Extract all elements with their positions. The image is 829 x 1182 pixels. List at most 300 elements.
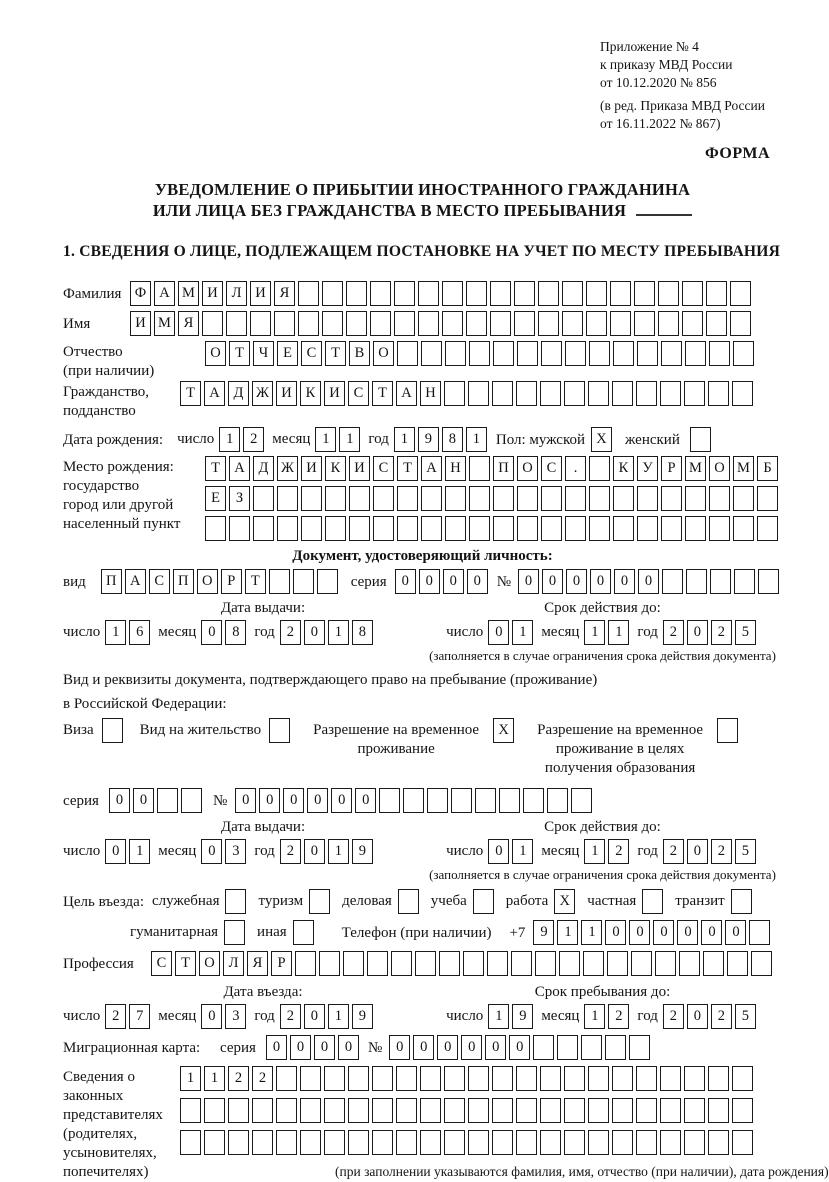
name-cell[interactable] (322, 311, 343, 336)
stay-day-cell[interactable]: 9 (512, 1004, 533, 1029)
birth-year-cell[interactable]: 1 (394, 427, 415, 452)
representatives-field-row1-cell[interactable] (636, 1066, 657, 1091)
rd-series-cell[interactable]: 0 (109, 788, 130, 813)
citizenship-cell[interactable] (708, 381, 729, 406)
birthplace-field-row2-cell[interactable] (373, 486, 394, 511)
birthplace-field-row3-cell[interactable] (421, 516, 442, 541)
rd-number-cell[interactable] (547, 788, 568, 813)
id-issue-year-cell[interactable]: 1 (328, 620, 349, 645)
citizenship-cell[interactable]: И (276, 381, 297, 406)
purpose-other-cell[interactable] (293, 920, 314, 945)
purpose-work-cell[interactable]: X (554, 889, 575, 914)
citizenship-cell[interactable]: Д (228, 381, 249, 406)
birthplace-field-row1-cell[interactable]: К (325, 456, 346, 481)
purpose-study-cell[interactable] (473, 889, 494, 914)
birthplace-field-row1-cell[interactable]: Ж (277, 456, 298, 481)
representatives-field-row1-cell[interactable] (324, 1066, 345, 1091)
representatives-field-row2-cell[interactable] (708, 1098, 729, 1123)
rvp-edu-cell[interactable] (717, 718, 738, 743)
profession-cell[interactable] (631, 951, 652, 976)
rd-number-cell[interactable]: 0 (259, 788, 280, 813)
representatives-field-row3-cell[interactable] (252, 1130, 273, 1155)
mk-number-cell[interactable]: 0 (461, 1035, 482, 1060)
patronymic-cell[interactable]: Ч (253, 341, 274, 366)
surname-cell[interactable] (610, 281, 631, 306)
name-cell[interactable] (538, 311, 559, 336)
rd-number-cell[interactable]: 0 (283, 788, 304, 813)
profession-cell[interactable]: С (151, 951, 172, 976)
name-cell[interactable] (466, 311, 487, 336)
birthplace-field-row1-cell[interactable]: М (685, 456, 706, 481)
representatives-field-row3-cell[interactable] (324, 1130, 345, 1155)
representatives-field-row3-cell[interactable] (636, 1130, 657, 1155)
patronymic-cell[interactable]: С (301, 341, 322, 366)
representatives-field-row2-cell[interactable] (516, 1098, 537, 1123)
birthplace-field-row3-cell[interactable] (373, 516, 394, 541)
rd-valid-month-cell[interactable]: 1 (584, 839, 605, 864)
patronymic-cell[interactable]: В (349, 341, 370, 366)
visa-cell[interactable] (102, 718, 123, 743)
representatives-field-row3-cell[interactable] (684, 1130, 705, 1155)
phone-cell[interactable]: 0 (701, 920, 722, 945)
birthplace-field-row3-cell[interactable] (757, 516, 778, 541)
surname-cell[interactable] (370, 281, 391, 306)
purpose-transit-cell[interactable] (731, 889, 752, 914)
citizenship-cell[interactable]: И (324, 381, 345, 406)
birthplace-field-row1-cell[interactable]: Д (253, 456, 274, 481)
surname-cell[interactable]: И (250, 281, 271, 306)
birthplace-field-row3-cell[interactable] (397, 516, 418, 541)
rd-issue-month-cell[interactable]: 0 (201, 839, 222, 864)
birthplace-field-row3-cell[interactable] (277, 516, 298, 541)
patronymic-cell[interactable] (445, 341, 466, 366)
mk-number-cell[interactable]: 0 (413, 1035, 434, 1060)
id-valid-year-cell[interactable]: 2 (663, 620, 684, 645)
birthplace-field-row3-cell[interactable] (349, 516, 370, 541)
surname-cell[interactable] (730, 281, 751, 306)
representatives-field-row2-cell[interactable] (492, 1098, 513, 1123)
representatives-field-row1-cell[interactable]: 1 (180, 1066, 201, 1091)
representatives-field-row1-cell[interactable] (468, 1066, 489, 1091)
rd-number-cell[interactable] (571, 788, 592, 813)
id-issue-year-cell[interactable]: 0 (304, 620, 325, 645)
mk-number-cell[interactable]: 0 (509, 1035, 530, 1060)
profession-cell[interactable] (415, 951, 436, 976)
id-number-cell[interactable] (662, 569, 683, 594)
representatives-field-row1-cell[interactable] (540, 1066, 561, 1091)
representatives-field-row1-cell[interactable] (516, 1066, 537, 1091)
profession-cell[interactable] (295, 951, 316, 976)
surname-cell[interactable]: М (178, 281, 199, 306)
birthplace-field-row1-cell[interactable]: Т (397, 456, 418, 481)
representatives-field-row3-cell[interactable] (540, 1130, 561, 1155)
name-cell[interactable] (442, 311, 463, 336)
id-number-cell[interactable]: 0 (518, 569, 539, 594)
name-cell[interactable] (634, 311, 655, 336)
patronymic-cell[interactable] (493, 341, 514, 366)
birthplace-field-row1-cell[interactable]: О (709, 456, 730, 481)
representatives-field-row2-cell[interactable] (564, 1098, 585, 1123)
name-cell[interactable] (226, 311, 247, 336)
profession-cell[interactable] (655, 951, 676, 976)
patronymic-cell[interactable]: Е (277, 341, 298, 366)
name-cell[interactable] (658, 311, 679, 336)
profession-cell[interactable] (535, 951, 556, 976)
stay-year-cell[interactable]: 2 (711, 1004, 732, 1029)
patronymic-cell[interactable] (565, 341, 586, 366)
phone-cell[interactable]: 0 (653, 920, 674, 945)
birthplace-field-row3-cell[interactable] (469, 516, 490, 541)
surname-cell[interactable]: И (202, 281, 223, 306)
id-number-cell[interactable] (686, 569, 707, 594)
birthplace-field-row2-cell[interactable] (757, 486, 778, 511)
citizenship-cell[interactable]: К (300, 381, 321, 406)
rd-issue-year-cell[interactable]: 1 (328, 839, 349, 864)
patronymic-cell[interactable] (517, 341, 538, 366)
birthplace-field-row1-cell[interactable]: Б (757, 456, 778, 481)
representatives-field-row1-cell[interactable] (732, 1066, 753, 1091)
id-valid-year-cell[interactable]: 2 (711, 620, 732, 645)
phone-cell[interactable] (749, 920, 770, 945)
profession-cell[interactable] (607, 951, 628, 976)
birthplace-field-row3-cell[interactable] (661, 516, 682, 541)
surname-cell[interactable]: Ф (130, 281, 151, 306)
rd-valid-day-cell[interactable]: 1 (512, 839, 533, 864)
id-number-cell[interactable]: 0 (542, 569, 563, 594)
representatives-field-row2-cell[interactable] (684, 1098, 705, 1123)
id-valid-year-cell[interactable]: 0 (687, 620, 708, 645)
birthplace-field-row2-cell[interactable] (517, 486, 538, 511)
mk-series-cell[interactable]: 0 (266, 1035, 287, 1060)
rd-number-cell[interactable] (379, 788, 400, 813)
purpose-private-cell[interactable] (642, 889, 663, 914)
rd-valid-year-cell[interactable]: 0 (687, 839, 708, 864)
residence-permit-cell[interactable] (269, 718, 290, 743)
birthplace-field-row2-cell[interactable] (685, 486, 706, 511)
rd-series-cell[interactable] (181, 788, 202, 813)
mk-number-cell[interactable]: 0 (485, 1035, 506, 1060)
surname-cell[interactable] (586, 281, 607, 306)
representatives-field-row3-cell[interactable] (276, 1130, 297, 1155)
rd-issue-day-cell[interactable]: 0 (105, 839, 126, 864)
mk-series-cell[interactable]: 0 (290, 1035, 311, 1060)
rd-series-cell[interactable] (157, 788, 178, 813)
name-cell[interactable] (298, 311, 319, 336)
phone-cell[interactable]: 9 (533, 920, 554, 945)
birthplace-field-row2-cell[interactable] (325, 486, 346, 511)
birthplace-field-row3-cell[interactable] (589, 516, 610, 541)
patronymic-cell[interactable] (709, 341, 730, 366)
surname-cell[interactable] (706, 281, 727, 306)
birthplace-field-row3-cell[interactable] (445, 516, 466, 541)
id-kind-cell[interactable]: А (125, 569, 146, 594)
id-kind-cell[interactable]: С (149, 569, 170, 594)
birthplace-field-row3-cell[interactable] (565, 516, 586, 541)
representatives-field-row3-cell[interactable] (300, 1130, 321, 1155)
profession-cell[interactable] (511, 951, 532, 976)
profession-cell[interactable] (319, 951, 340, 976)
phone-cell[interactable]: 1 (581, 920, 602, 945)
patronymic-cell[interactable]: Т (229, 341, 250, 366)
representatives-field-row2-cell[interactable] (612, 1098, 633, 1123)
patronymic-cell[interactable] (661, 341, 682, 366)
rd-issue-month-cell[interactable]: 3 (225, 839, 246, 864)
profession-cell[interactable] (343, 951, 364, 976)
profession-cell[interactable] (439, 951, 460, 976)
representatives-field-row3-cell[interactable] (444, 1130, 465, 1155)
surname-cell[interactable] (658, 281, 679, 306)
representatives-field-row3-cell[interactable] (708, 1130, 729, 1155)
rd-number-cell[interactable] (451, 788, 472, 813)
id-number-cell[interactable] (758, 569, 779, 594)
rd-number-cell[interactable]: 0 (307, 788, 328, 813)
mk-number-cell[interactable] (629, 1035, 650, 1060)
rd-number-cell[interactable] (427, 788, 448, 813)
rd-valid-month-cell[interactable]: 2 (608, 839, 629, 864)
id-issue-month-cell[interactable]: 8 (225, 620, 246, 645)
citizenship-cell[interactable] (564, 381, 585, 406)
name-cell[interactable] (562, 311, 583, 336)
representatives-field-row2-cell[interactable] (324, 1098, 345, 1123)
birthplace-field-row2-cell[interactable] (469, 486, 490, 511)
mk-number-cell[interactable] (605, 1035, 626, 1060)
name-cell[interactable] (586, 311, 607, 336)
citizenship-cell[interactable]: Т (372, 381, 393, 406)
birthplace-field-row1-cell[interactable]: Р (661, 456, 682, 481)
representatives-field-row2-cell[interactable] (180, 1098, 201, 1123)
entry-month-cell[interactable]: 0 (201, 1004, 222, 1029)
rd-valid-year-cell[interactable]: 2 (663, 839, 684, 864)
citizenship-cell[interactable]: С (348, 381, 369, 406)
id-series-cell[interactable]: 0 (395, 569, 416, 594)
id-series-cell[interactable]: 0 (419, 569, 440, 594)
mk-number-cell[interactable] (533, 1035, 554, 1060)
profession-cell[interactable] (751, 951, 772, 976)
name-cell[interactable] (394, 311, 415, 336)
birthplace-field-row2-cell[interactable] (421, 486, 442, 511)
id-kind-cell[interactable]: П (101, 569, 122, 594)
representatives-field-row3-cell[interactable] (372, 1130, 393, 1155)
phone-cell[interactable]: 0 (725, 920, 746, 945)
purpose-business-cell[interactable] (398, 889, 419, 914)
name-cell[interactable] (706, 311, 727, 336)
name-cell[interactable] (274, 311, 295, 336)
birthplace-field-row3-cell[interactable] (325, 516, 346, 541)
patronymic-cell[interactable]: Т (325, 341, 346, 366)
representatives-field-row1-cell[interactable] (684, 1066, 705, 1091)
representatives-field-row3-cell[interactable] (732, 1130, 753, 1155)
phone-cell[interactable]: 0 (629, 920, 650, 945)
surname-cell[interactable]: А (154, 281, 175, 306)
entry-year-cell[interactable]: 2 (280, 1004, 301, 1029)
birthplace-field-row3-cell[interactable] (517, 516, 538, 541)
citizenship-cell[interactable] (516, 381, 537, 406)
representatives-field-row1-cell[interactable] (348, 1066, 369, 1091)
birthplace-field-row1-cell[interactable]: С (541, 456, 562, 481)
profession-cell[interactable] (703, 951, 724, 976)
birthplace-field-row1-cell[interactable]: У (637, 456, 658, 481)
birthplace-field-row2-cell[interactable] (613, 486, 634, 511)
representatives-field-row1-cell[interactable] (708, 1066, 729, 1091)
id-number-cell[interactable]: 0 (638, 569, 659, 594)
id-valid-day-cell[interactable]: 1 (512, 620, 533, 645)
birthplace-field-row1-cell[interactable]: А (421, 456, 442, 481)
entry-year-cell[interactable]: 9 (352, 1004, 373, 1029)
birthplace-field-row1-cell[interactable]: С (373, 456, 394, 481)
profession-cell[interactable] (463, 951, 484, 976)
birth-year-cell[interactable]: 9 (418, 427, 439, 452)
representatives-field-row1-cell[interactable]: 2 (252, 1066, 273, 1091)
birth-month-cell[interactable]: 1 (339, 427, 360, 452)
representatives-field-row3-cell[interactable] (180, 1130, 201, 1155)
citizenship-cell[interactable] (636, 381, 657, 406)
birthplace-field-row3-cell[interactable] (709, 516, 730, 541)
surname-cell[interactable] (634, 281, 655, 306)
representatives-field-row1-cell[interactable] (492, 1066, 513, 1091)
birthplace-field-row3-cell[interactable] (301, 516, 322, 541)
citizenship-cell[interactable] (588, 381, 609, 406)
citizenship-cell[interactable] (732, 381, 753, 406)
representatives-field-row3-cell[interactable] (660, 1130, 681, 1155)
surname-cell[interactable] (466, 281, 487, 306)
surname-cell[interactable] (442, 281, 463, 306)
representatives-field-row3-cell[interactable] (228, 1130, 249, 1155)
birthplace-field-row2-cell[interactable] (637, 486, 658, 511)
id-number-cell[interactable] (734, 569, 755, 594)
patronymic-cell[interactable] (637, 341, 658, 366)
birthplace-field-row1-cell[interactable] (589, 456, 610, 481)
patronymic-cell[interactable] (589, 341, 610, 366)
birthplace-field-row3-cell[interactable] (253, 516, 274, 541)
representatives-field-row1-cell[interactable] (276, 1066, 297, 1091)
representatives-field-row1-cell[interactable]: 1 (204, 1066, 225, 1091)
entry-year-cell[interactable]: 0 (304, 1004, 325, 1029)
citizenship-cell[interactable]: А (204, 381, 225, 406)
representatives-field-row3-cell[interactable] (564, 1130, 585, 1155)
birthplace-field-row2-cell[interactable] (493, 486, 514, 511)
surname-cell[interactable] (394, 281, 415, 306)
representatives-field-row2-cell[interactable] (732, 1098, 753, 1123)
representatives-field-row3-cell[interactable] (468, 1130, 489, 1155)
birth-month-cell[interactable]: 1 (315, 427, 336, 452)
rd-issue-year-cell[interactable]: 2 (280, 839, 301, 864)
stay-year-cell[interactable]: 5 (735, 1004, 756, 1029)
citizenship-cell[interactable]: Н (420, 381, 441, 406)
rd-issue-year-cell[interactable]: 0 (304, 839, 325, 864)
purpose-tourism-cell[interactable] (309, 889, 330, 914)
name-cell[interactable] (730, 311, 751, 336)
surname-cell[interactable] (298, 281, 319, 306)
profession-cell[interactable]: Я (247, 951, 268, 976)
birthplace-field-row2-cell[interactable] (709, 486, 730, 511)
birthplace-field-row1-cell[interactable]: Н (445, 456, 466, 481)
representatives-field-row1-cell[interactable] (660, 1066, 681, 1091)
representatives-field-row3-cell[interactable] (612, 1130, 633, 1155)
female-cell[interactable] (690, 427, 711, 452)
entry-year-cell[interactable]: 1 (328, 1004, 349, 1029)
representatives-field-row1-cell[interactable] (612, 1066, 633, 1091)
birth-year-cell[interactable]: 8 (442, 427, 463, 452)
id-valid-month-cell[interactable]: 1 (608, 620, 629, 645)
surname-cell[interactable]: Я (274, 281, 295, 306)
birthplace-field-row1-cell[interactable]: Т (205, 456, 226, 481)
surname-cell[interactable] (490, 281, 511, 306)
patronymic-cell[interactable] (397, 341, 418, 366)
mk-number-cell[interactable]: 0 (389, 1035, 410, 1060)
birthplace-field-row3-cell[interactable] (229, 516, 250, 541)
birthplace-field-row1-cell[interactable]: И (349, 456, 370, 481)
mk-number-cell[interactable]: 0 (437, 1035, 458, 1060)
citizenship-cell[interactable] (468, 381, 489, 406)
id-kind-cell[interactable]: П (173, 569, 194, 594)
representatives-field-row2-cell[interactable] (348, 1098, 369, 1123)
citizenship-cell[interactable] (660, 381, 681, 406)
birthplace-field-row2-cell[interactable] (253, 486, 274, 511)
birthplace-field-row2-cell[interactable] (565, 486, 586, 511)
patronymic-cell[interactable] (421, 341, 442, 366)
phone-cell[interactable]: 0 (677, 920, 698, 945)
representatives-field-row3-cell[interactable] (420, 1130, 441, 1155)
citizenship-cell[interactable]: Ж (252, 381, 273, 406)
rd-number-cell[interactable] (499, 788, 520, 813)
representatives-field-row2-cell[interactable] (540, 1098, 561, 1123)
id-valid-month-cell[interactable]: 1 (584, 620, 605, 645)
birthplace-field-row1-cell[interactable]: К (613, 456, 634, 481)
birthplace-field-row2-cell[interactable] (733, 486, 754, 511)
rd-valid-year-cell[interactable]: 5 (735, 839, 756, 864)
birth-day-cell[interactable]: 1 (219, 427, 240, 452)
id-number-cell[interactable]: 0 (590, 569, 611, 594)
profession-cell[interactable] (487, 951, 508, 976)
id-kind-cell[interactable]: Т (245, 569, 266, 594)
profession-cell[interactable] (583, 951, 604, 976)
citizenship-cell[interactable] (540, 381, 561, 406)
name-cell[interactable] (250, 311, 271, 336)
profession-cell[interactable] (559, 951, 580, 976)
mk-series-cell[interactable]: 0 (314, 1035, 335, 1060)
birthplace-field-row3-cell[interactable] (541, 516, 562, 541)
id-series-cell[interactable]: 0 (443, 569, 464, 594)
patronymic-cell[interactable]: О (205, 341, 226, 366)
id-kind-cell[interactable] (317, 569, 338, 594)
id-kind-cell[interactable] (269, 569, 290, 594)
birth-year-cell[interactable]: 1 (466, 427, 487, 452)
surname-cell[interactable] (514, 281, 535, 306)
id-issue-year-cell[interactable]: 2 (280, 620, 301, 645)
citizenship-cell[interactable] (612, 381, 633, 406)
citizenship-cell[interactable] (492, 381, 513, 406)
surname-cell[interactable] (538, 281, 559, 306)
representatives-field-row2-cell[interactable] (372, 1098, 393, 1123)
representatives-field-row3-cell[interactable] (516, 1130, 537, 1155)
rd-number-cell[interactable]: 0 (331, 788, 352, 813)
birthplace-field-row3-cell[interactable] (733, 516, 754, 541)
name-cell[interactable] (202, 311, 223, 336)
representatives-field-row2-cell[interactable] (204, 1098, 225, 1123)
mk-number-cell[interactable] (581, 1035, 602, 1060)
representatives-field-row1-cell[interactable] (444, 1066, 465, 1091)
birthplace-field-row2-cell[interactable] (445, 486, 466, 511)
representatives-field-row3-cell[interactable] (588, 1130, 609, 1155)
purpose-humanitarian-cell[interactable] (224, 920, 245, 945)
birthplace-field-row1-cell[interactable]: . (565, 456, 586, 481)
birthplace-field-row2-cell[interactable]: Е (205, 486, 226, 511)
patronymic-cell[interactable] (541, 341, 562, 366)
birthplace-field-row1-cell[interactable]: О (517, 456, 538, 481)
representatives-field-row1-cell[interactable] (564, 1066, 585, 1091)
rd-number-cell[interactable] (403, 788, 424, 813)
birth-day-cell[interactable]: 2 (243, 427, 264, 452)
